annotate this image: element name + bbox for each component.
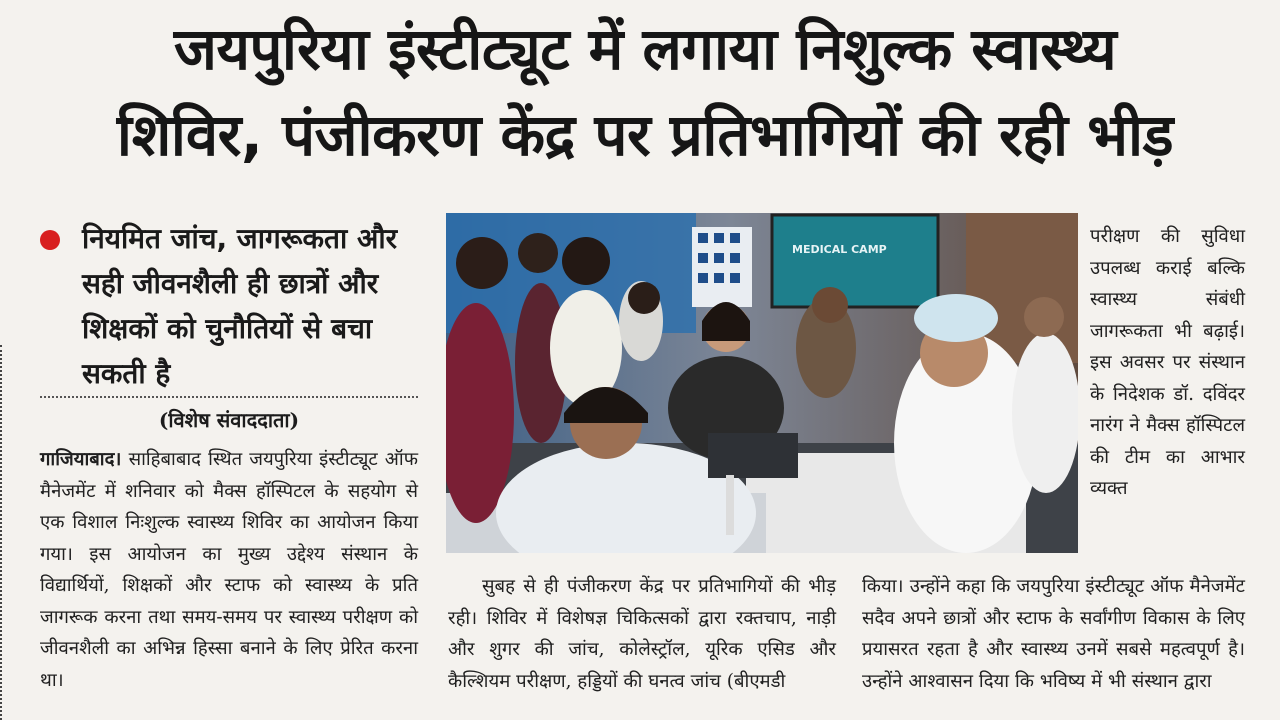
headline-line-1: जयपुरिया इंस्टीट्यूट में लगाया निशुल्क स्वास्थ्य [173,15,1117,83]
headline [30,6,1260,178]
body-column-right-top: परीक्षण की सुविधा उपलब्ध कराई बल्कि स्वास्थ्य संबंधी जागरूकता भी बढ़ाई। इस अवसर पर संस्थान के निदेशक डॉ. दविंदर नारंग ने मैक्स हॉस्पिटल की टीम का आभार व्यक्त [1090,226,1245,499]
body-left-text: साहिबाबाद स्थित जयपुरिया इंस्टीट्यूट ऑफ मैनेजमेंट में शनिवार को मैक्स हॉस्पिटल के सहयोग से एक विशाल निःशुल्क स्वास्थ्य शिविर का आयोजन किया गया। इस आयोजन का मुख्य उद्देश्य संस्थान के विद्यार्थियों, शिक्षकों और स्टाफ को स्वास्थ्य के प्रति जागरूक करना तथा समय-समय पर स्वास्थ्य परीक्षण को जीवनशैली का अभिन्न हिस्सा बनाने के लिए प्रेरित करना था। [40,449,418,691]
dateline: गाजियाबाद। [40,449,122,470]
photo-illustration [446,213,1078,553]
headline-line-2: शिविर, पंजीकरण केंद्र पर प्रतिभागियों की रही भीड़ [116,101,1174,169]
body-column-left [40,444,418,696]
body-column-middle: सुबह से ही पंजीकरण केंद्र पर प्रतिभागियों की भीड़ रही। शिविर में विशेषज्ञ चिकित्सकों द्वारा रक्तचाप, नाड़ी और शुगर की जांच, कोलेस्ट्रॉल, यूरिक एसिड और कैल्शियम परीक्षण, हड्डियों की घनत्व जांच (बीएमडी [448,576,836,692]
screen-display [772,215,938,307]
dotted-separator [40,396,418,398]
body-column-right-bottom: किया। उन्होंने कहा कि जयपुरिया इंस्टीट्यूट ऑफ मैनेजमेंट सदैव अपने छात्रों और स्टाफ के सर्वांगीण विकास के लिए प्रयासरत रहता है और स्वास्थ्य उनमें सबसे महत्वपूर्ण है। उन्होंने आश्वासन दिया कि भविष्य में भी संस्थान द्वारा [862,576,1245,692]
red-bullet-icon [40,230,60,250]
byline: (विशेष संवाददाता) [158,408,300,432]
screen-caption: MEDICAL CAMP [792,243,887,256]
left-column-rule [0,345,8,720]
highlight-box [40,216,420,396]
highlight-text: नियमित जांच, जागरूकता और सही जीवनशैली ही छात्रों और शिक्षकों को चुनौतियों से बचा सकती है [82,222,398,390]
news-photo [446,213,1078,553]
